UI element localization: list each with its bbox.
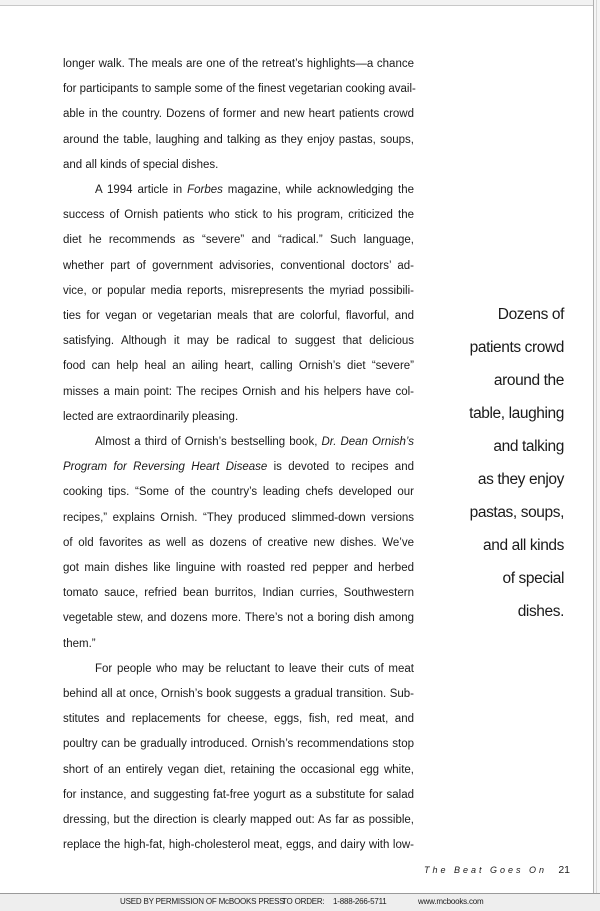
body-line: and all kinds of special dishes. — [63, 158, 219, 171]
body-line: cooking tips. “Some of the country’s leading chefs developed our — [63, 486, 414, 499]
page-number: 21 — [558, 864, 570, 876]
body-line: able in the country. Dozens of former and new heart patients crowd — [63, 108, 414, 121]
body-line: replace the high-fat, high-cholesterol meat, eggs, and dairy with low- — [63, 839, 414, 852]
body-line: around the table, laughing and talking as they enjoy pastas, soups, — [63, 133, 414, 146]
permission-bar — [0, 893, 600, 911]
order-label: TO ORDER: — [282, 897, 325, 906]
body-line: satisfying. Although it may be radical to suggest that delicious — [63, 335, 414, 348]
publisher-website-link[interactable]: www.mcbooks.com — [418, 897, 484, 906]
page-right-edge-line — [596, 0, 597, 893]
pull-quote — [436, 298, 564, 628]
body-line: short of an entirely vegan diet, retaining the occasional egg white, — [63, 763, 414, 776]
body-line-book-title — [63, 430, 414, 455]
pull-quote-line: and all kinds — [483, 537, 564, 554]
body-line: diet he recommends as “severe” and “radical.” Such language, — [63, 234, 414, 247]
body-line: longer walk. The meals are one of the retreat’s highlights—a chance — [63, 58, 414, 70]
body-line: behind all at once, Ornish’s book suggests a gradual transition. Sub- — [63, 688, 414, 701]
body-line: success of Ornish patients who stick to his program, criticized the — [63, 209, 414, 222]
body-line: stitutes and replacements for cheese, eggs, fish, red meat, and — [63, 713, 414, 726]
body-line: recipes,” explains Ornish. “They produced slimmed-down versions — [63, 511, 414, 524]
body-line: for instance, and suggesting fat-free yogurt as a substitute for salad — [63, 788, 414, 801]
permission-text: USED BY PERMISSION OF McBOOKS PRESS — [120, 897, 285, 906]
pull-quote-line: as they enjoy — [477, 471, 564, 488]
page-top-edge — [0, 0, 600, 6]
running-footer-title: The Beat Goes On — [424, 865, 548, 875]
body-line: tomato sauce, refried bean burritos, Indian curries, Southwestern — [63, 587, 414, 600]
italic-title: Forbes — [187, 184, 223, 197]
pull-quote-line: and talking — [493, 438, 564, 455]
pull-quote-line: Dozens of — [497, 306, 564, 323]
book-title-line-text: Almost a third of Ornish’s bestselling book, Dr. Dean Ornish’s — [95, 436, 414, 449]
body-line: for participants to sample some of the finest vegetarian cooking avail- — [63, 83, 416, 96]
body-line: whether part of government advisories, conventional doctors’ ad- — [63, 259, 414, 272]
pull-quote-line: table, laughing — [469, 405, 564, 422]
pull-quote-line: dishes. — [517, 603, 564, 620]
pull-quote-line: of special — [502, 570, 564, 587]
body-line-program — [63, 455, 414, 480]
body-line: misses a main point: The recipes Ornish and his helpers have col- — [63, 385, 414, 398]
pull-quote-line: patients crowd — [469, 339, 564, 356]
italic-title: Dr. Dean Ornish’s — [321, 436, 414, 449]
forbes-line-text: A 1994 article in Forbes magazine, while acknowledging the — [95, 184, 414, 197]
body-line: them.” — [63, 637, 96, 650]
italic-title: Program for Reversing Heart Disease — [63, 461, 268, 474]
pull-quote-line: pastas, soups, — [469, 504, 564, 521]
body-line: food can help heal an ailing heart, calling Ornish’s diet “severe” — [63, 360, 414, 373]
body-line: of old favorites as well as dozens of creative new dishes. We’ve — [63, 536, 414, 549]
body-line: poultry can be gradually introduced. Ornish’s recommendations stop — [63, 738, 414, 751]
body-text-column — [63, 52, 414, 859]
body-line: For people who may be reluctant to leave their cuts of meat — [95, 662, 414, 675]
body-line: vegetable stew, and dozens more. There’s not a boring dish among — [63, 612, 414, 625]
pull-quote-line: around the — [493, 372, 564, 389]
program-line-text: Program for Reversing Heart Disease is devoted to recipes and — [63, 461, 414, 474]
order-phone[interactable]: 1-888-266-5711 — [333, 897, 387, 906]
body-line-forbes — [63, 178, 414, 203]
body-line: ties for vegan or vegetarian meals that are colorful, flavorful, and — [63, 310, 414, 323]
body-line: dressing, but the direction is clearly mapped out: As far as possible, — [63, 814, 414, 827]
body-line: got main dishes like linguine with roasted red pepper and herbed — [63, 562, 414, 575]
running-footer — [424, 864, 570, 880]
body-line: vice, or popular media reports, misrepresents the myriad possibili- — [63, 284, 414, 297]
body-line: lected are extraordinarily pleasing. — [63, 410, 239, 423]
